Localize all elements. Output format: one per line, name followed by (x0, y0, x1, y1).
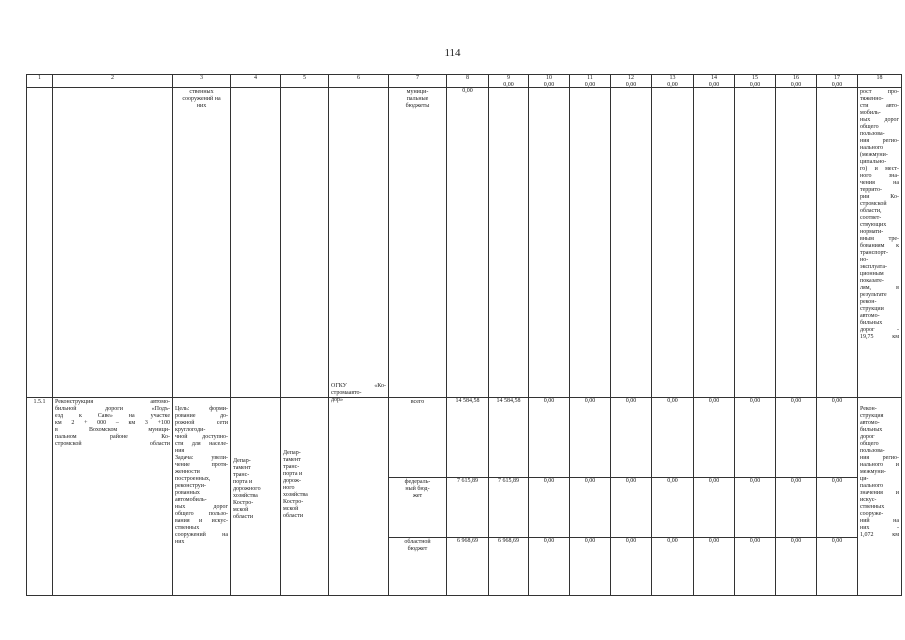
column-number: 10 (529, 75, 570, 88)
table-cell (389, 398, 447, 478)
column-number: 12 (611, 75, 652, 88)
amount-cell: 0,00 (570, 538, 611, 596)
column-number: 1 (27, 75, 53, 88)
page-number: 114 (444, 47, 461, 59)
amount-cell: 0,00 (694, 398, 735, 478)
amount-cell: 0,00 (529, 398, 570, 478)
responsible-executor: Депар- тамент транс- порта и дорожного хозяйства Костро- мской области (233, 458, 261, 520)
amount-cell: 0,00 (735, 538, 776, 596)
amount-cell: 7 615,89 (489, 478, 529, 538)
column-number: 8 (447, 75, 489, 88)
amount-cell (529, 82, 570, 398)
column-number: 16 (776, 75, 817, 88)
result-text: рост про- тяженно- сти авто- мобиль- ных дорог общего пользова- ния регио- нального (межмуни- ципально- го) и мест- ного зна- чения на террито- рии Ко- стромской области, соответ- ствующих нормати- вным тре- бованиям к транспорт- но- эксплуата- ционным показате- лям, в результате рекон- струкции автомо- бильных дорог - 19,75 км (860, 89, 899, 340)
amount-cell: 0,00 (570, 478, 611, 538)
amount-value: 0,00 (625, 82, 637, 88)
amount-cell: 14 584,58 (447, 398, 489, 478)
column-number: 6 (329, 75, 389, 88)
amount-cell: 0,00 (611, 538, 652, 596)
table-cell (231, 88, 281, 398)
table-cell (231, 398, 281, 596)
table-cell (27, 88, 53, 398)
amount-cell (735, 82, 776, 398)
amount-cell: 0,00 (776, 478, 817, 538)
table-cell (389, 478, 447, 538)
table-cell (329, 383, 389, 596)
amount-cell: 0,00 (652, 538, 694, 596)
table-cell (858, 88, 902, 398)
amount-cell: 0,00 (652, 478, 694, 538)
column-number: 2 (53, 75, 173, 88)
table-row (27, 398, 902, 478)
funding-source: муници- пальные бюджеты (405, 89, 430, 109)
amount-cell: 0,00 (817, 398, 858, 478)
amount-cell: 6 968,69 (489, 538, 529, 596)
amount-value: 0,00 (543, 82, 555, 88)
table-cell (389, 88, 447, 398)
table-cell (389, 538, 447, 596)
amount-cell: 0,00 (735, 398, 776, 478)
amount-value: 0,00 (667, 82, 678, 88)
table-cell (53, 88, 173, 398)
amount-cell: 6 968,69 (447, 538, 489, 596)
column-number: 3 (173, 75, 231, 88)
column-number: 5 (281, 75, 329, 88)
amount-cell: 0,00 (735, 478, 776, 538)
amount-cell: 0,00 (611, 478, 652, 538)
amount-cell: 0,00 (694, 478, 735, 538)
funding-source: федераль- ный бюд- жет (404, 479, 431, 499)
amount-value: 0,00 (790, 82, 802, 88)
table-cell (173, 398, 231, 596)
table-cell (858, 398, 902, 596)
amount-cell (776, 82, 817, 398)
amount-cell: 0,00 (529, 478, 570, 538)
cell-text: ственных сооружений на них (182, 89, 221, 109)
participant: ОГКУ «Ко- стромаавто- дор» (331, 383, 386, 403)
column-number: 9 (489, 75, 529, 88)
table-cell (281, 398, 329, 596)
column-number: 17 (817, 75, 858, 88)
funding-source: областной бюджет (404, 539, 431, 552)
table-cell (281, 88, 329, 398)
table-cell (27, 398, 53, 596)
amount-value: 0,00 (831, 82, 843, 88)
co-executor: Депар- тамент транс- порта и дорож- ного хозяйства Костро- мской области (283, 450, 308, 519)
amount-value: 0,00 (503, 82, 514, 88)
amount-value: 0,00 (749, 82, 761, 88)
measure-name: Реконструкция автомо- бильной дороги «Подъ- езд к Саве» на участке км 2 + 000 – км 3 +100 в Вохомском муници- пальном районе Ко- стромской области (55, 399, 170, 447)
column-number: 15 (735, 75, 776, 88)
column-number: 13 (652, 75, 694, 88)
amount-cell (489, 82, 529, 398)
column-number: 4 (231, 75, 281, 88)
amount-cell (694, 82, 735, 398)
amount-cell (611, 82, 652, 398)
amount-cell: 0,00 (447, 88, 489, 398)
table-cell (173, 88, 231, 398)
table-row (27, 88, 902, 398)
goal-text: Цель: форми- рование до- рожной сети круглогоди- чной доступно- сти для населе- ния Задача: увели- чение протя- женности построенных, реконструи- рованных автомобиль- ных дорог общего пользо- вания и искус- ственных сооружений на них (175, 406, 228, 545)
column-number: 18 (858, 75, 902, 88)
column-number: 14 (694, 75, 735, 88)
amount-cell: 0,00 (817, 478, 858, 538)
amount-cell: 0,00 (570, 398, 611, 478)
amount-cell (652, 82, 694, 398)
amount-cell: 0,00 (817, 538, 858, 596)
item-number: 1.5.1 (33, 399, 46, 405)
amount-cell: 0,00 (529, 538, 570, 596)
amount-value: 0,00 (708, 82, 720, 88)
amount-cell: 14 584,58 (489, 398, 529, 478)
funding-source: всего (410, 399, 425, 405)
result-text: Рекон- струкция автомо- бильных дорог общего пользова- ния регио- нального и межмуни- ци- пального значения и искус- ственных сооруже- ний на них - 1,072 км (860, 406, 899, 538)
amount-cell (817, 82, 858, 398)
amount-cell: 0,00 (611, 398, 652, 478)
amount-cell: 0,00 (694, 538, 735, 596)
amount-value: 0,00 (584, 82, 596, 88)
budget-table (26, 74, 902, 596)
column-number: 7 (389, 75, 447, 88)
table-cell (329, 88, 389, 398)
amount-cell (570, 82, 611, 398)
table-cell (53, 398, 173, 596)
amount-cell: 7 615,89 (447, 478, 489, 538)
amount-cell: 0,00 (652, 398, 694, 478)
column-number: 11 (570, 75, 611, 88)
amount-cell: 0,00 (776, 398, 817, 478)
amount-cell: 0,00 (776, 538, 817, 596)
